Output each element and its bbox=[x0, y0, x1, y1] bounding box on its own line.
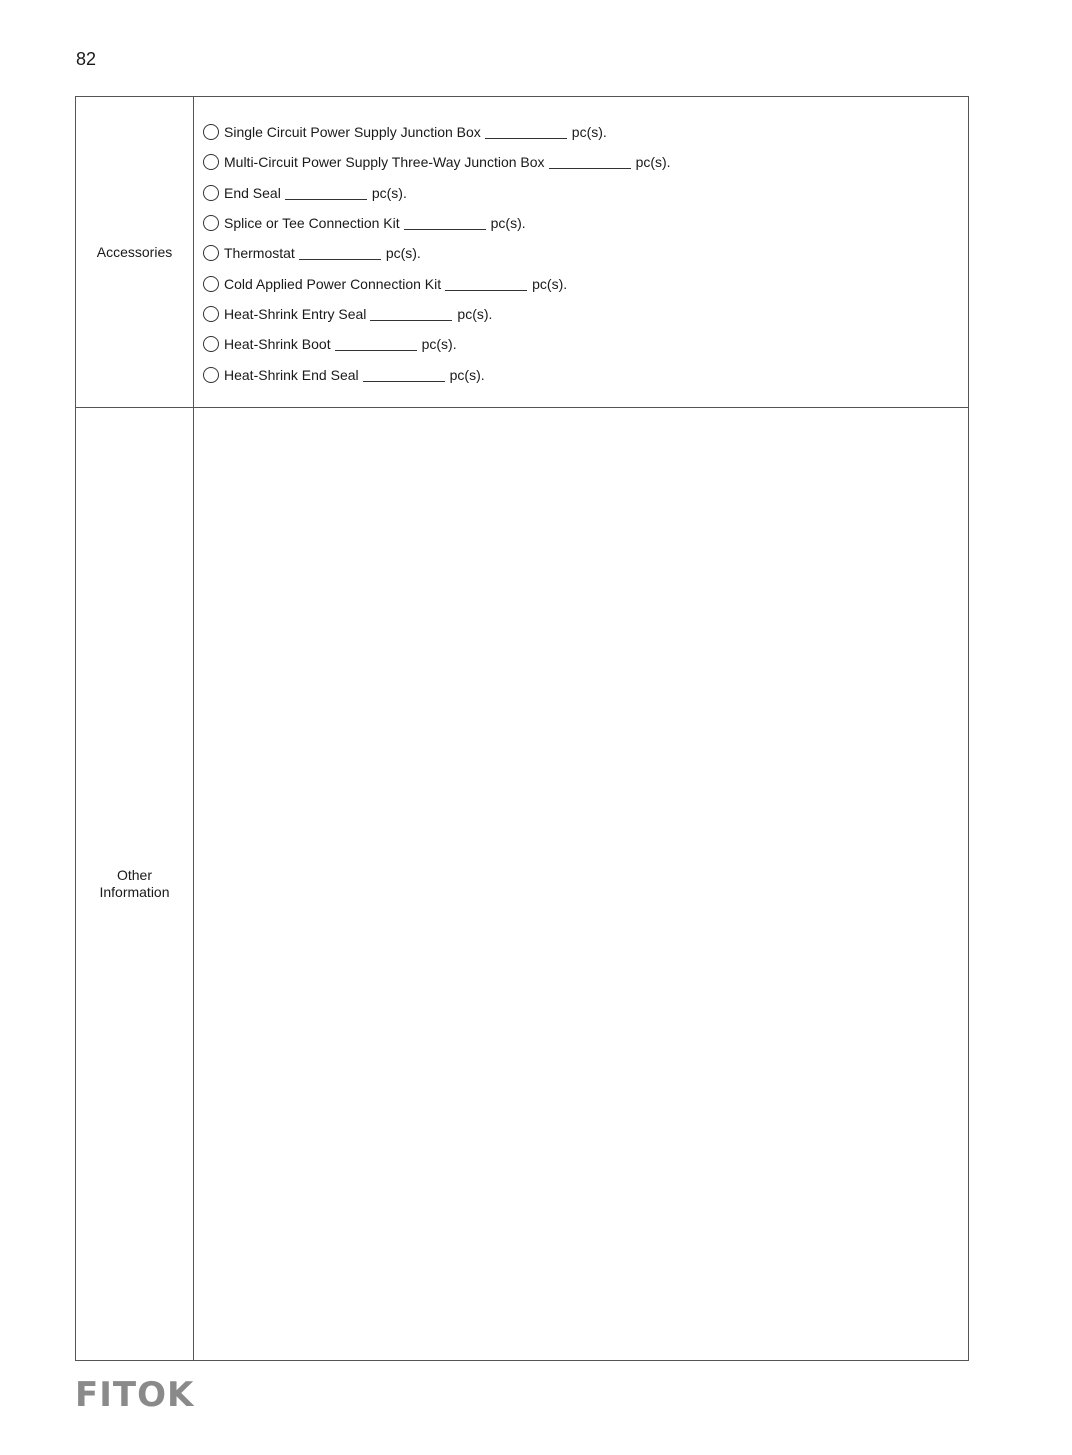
quantity-blank-field[interactable] bbox=[549, 155, 631, 169]
other-information-row bbox=[76, 407, 968, 1360]
quantity-unit: pc(s). bbox=[571, 124, 607, 141]
radio-circle-icon[interactable] bbox=[203, 336, 219, 352]
accessories-row bbox=[76, 97, 968, 408]
radio-circle-icon[interactable] bbox=[203, 124, 219, 140]
accessories-label: Accessories bbox=[76, 97, 194, 407]
quantity-unit: pc(s). bbox=[371, 184, 407, 201]
fitok-logo: FITOK bbox=[75, 1375, 195, 1415]
accessories-option-list bbox=[194, 97, 968, 390]
quantity-blank-field[interactable] bbox=[363, 368, 445, 382]
accessory-option bbox=[203, 178, 968, 208]
accessory-option-label: Thermostat bbox=[224, 245, 295, 262]
quantity-blank-field[interactable] bbox=[445, 277, 527, 291]
quantity-unit: pc(s). bbox=[421, 336, 457, 353]
accessory-option-label: Heat-Shrink Boot bbox=[224, 336, 331, 353]
accessory-option bbox=[203, 268, 968, 298]
accessory-option-label: Single Circuit Power Supply Junction Box bbox=[224, 124, 481, 141]
accessory-option bbox=[203, 208, 968, 238]
accessory-option bbox=[203, 117, 968, 147]
radio-circle-icon[interactable] bbox=[203, 245, 219, 261]
radio-circle-icon[interactable] bbox=[203, 276, 219, 292]
accessory-option-label: Splice or Tee Connection Kit bbox=[224, 215, 400, 232]
radio-circle-icon[interactable] bbox=[203, 215, 219, 231]
accessory-option-label: Multi-Circuit Power Supply Three-Way Junction Box bbox=[224, 154, 545, 171]
quantity-blank-field[interactable] bbox=[370, 307, 452, 321]
accessory-option bbox=[203, 359, 968, 389]
page-number: 82 bbox=[76, 49, 97, 69]
quantity-blank-field[interactable] bbox=[335, 337, 417, 351]
quantity-unit: pc(s). bbox=[457, 305, 493, 322]
accessory-option-label: Heat-Shrink End Seal bbox=[224, 366, 359, 383]
quantity-unit: pc(s). bbox=[532, 275, 568, 292]
quantity-blank-field[interactable] bbox=[285, 186, 367, 200]
accessory-option bbox=[203, 329, 968, 359]
accessory-option bbox=[203, 299, 968, 329]
accessory-option bbox=[203, 238, 968, 268]
other-information-label-line2: Information bbox=[99, 884, 170, 900]
radio-circle-icon[interactable] bbox=[203, 306, 219, 322]
accessory-option-label: Heat-Shrink Entry Seal bbox=[224, 305, 367, 322]
other-information-label bbox=[76, 407, 194, 1360]
other-information-label-line1: Other bbox=[116, 867, 152, 883]
quantity-blank-field[interactable] bbox=[485, 125, 567, 139]
accessory-option-label: Cold Applied Power Connection Kit bbox=[224, 275, 442, 292]
quantity-unit: pc(s). bbox=[635, 154, 671, 171]
accessory-option bbox=[203, 147, 968, 177]
quantity-blank-field[interactable] bbox=[404, 216, 486, 230]
quantity-unit: pc(s). bbox=[490, 215, 526, 232]
quantity-unit: pc(s). bbox=[385, 245, 421, 262]
radio-circle-icon[interactable] bbox=[203, 154, 219, 170]
radio-circle-icon[interactable] bbox=[203, 185, 219, 201]
other-information-field[interactable] bbox=[194, 407, 968, 1360]
radio-circle-icon[interactable] bbox=[203, 367, 219, 383]
quantity-blank-field[interactable] bbox=[299, 246, 381, 260]
accessory-option-label: End Seal bbox=[224, 184, 281, 201]
accessories-options bbox=[194, 97, 968, 407]
order-form-table bbox=[75, 96, 969, 1361]
quantity-unit: pc(s). bbox=[449, 366, 485, 383]
